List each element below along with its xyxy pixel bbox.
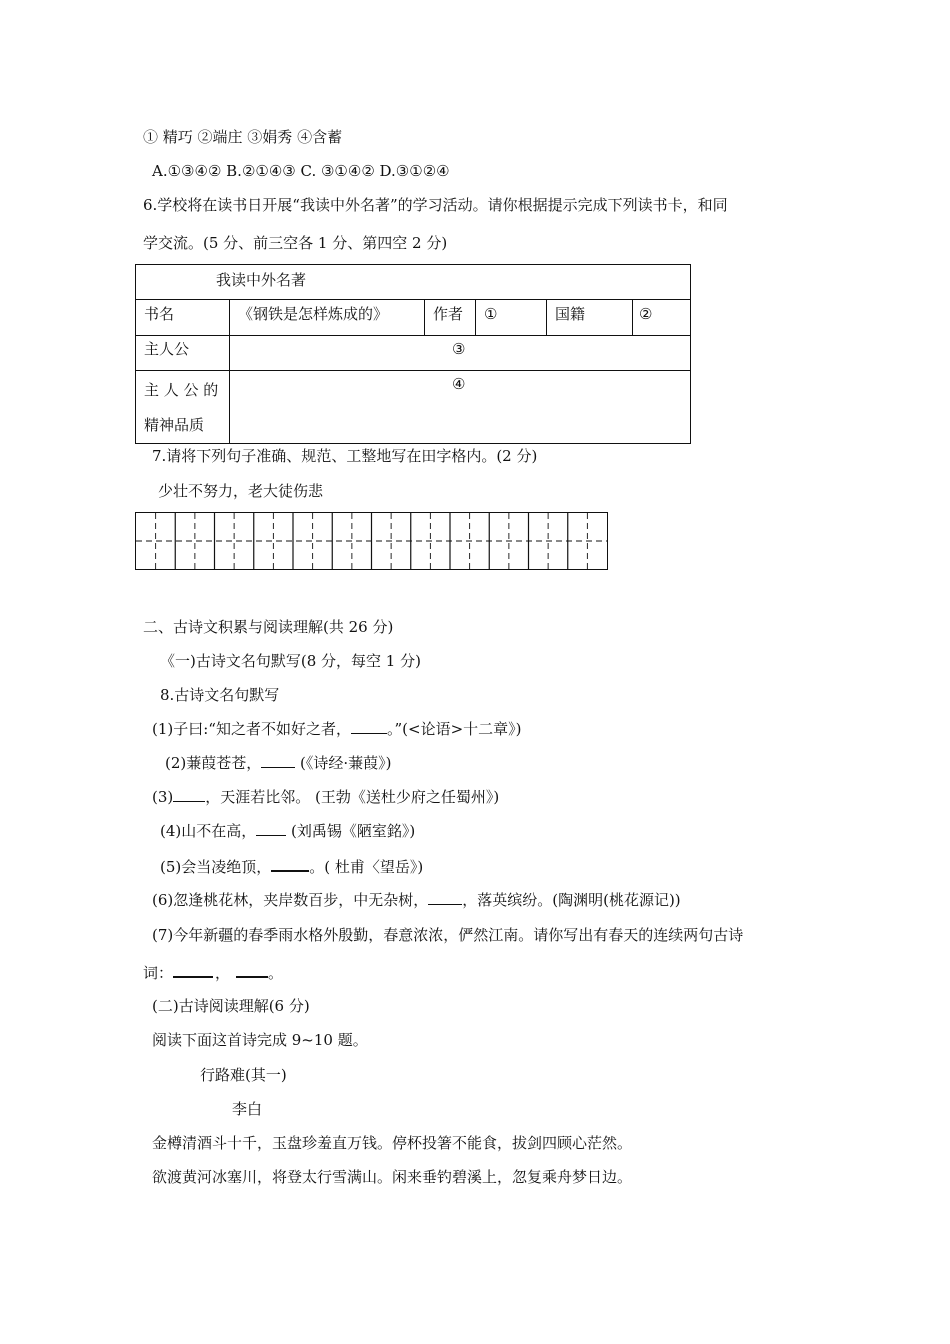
q8-item-7-line1: (7)今年新疆的春季雨水格外殷勤，春意浓浓，俨然江南。请你写出有春天的连续两句古诗 <box>152 926 744 944</box>
q8-4-blank[interactable] <box>256 821 286 836</box>
q8-2-blank[interactable] <box>261 753 295 768</box>
label-spirit-line1: 主 人 公 的 <box>144 381 219 399</box>
q8-2-text-a: (2)蒹葭苍苍， <box>165 754 262 772</box>
book-title: 《钢铁是怎样炼成的》 <box>230 300 425 336</box>
q8-item-5 <box>160 856 423 877</box>
q8-1-text-b: 。”(<论语>十二章》) <box>386 720 522 738</box>
poem-line-1: 金樽清酒斗十千，玉盘珍羞直万钱。停杯投箸不能食，拔剑四顾心茫然。 <box>152 1134 633 1152</box>
reading-prompt: 阅读下面这首诗完成 9~10 题。 <box>152 1031 368 1049</box>
poem-author: 李白 <box>232 1100 263 1118</box>
q8-title: 8.古诗文名句默写 <box>160 686 280 704</box>
q8-5-text-a: (5)会当凌绝顶， <box>160 858 272 876</box>
q8-2-text-b: (《诗经·蒹葭》) <box>295 754 392 772</box>
label-spirit <box>136 371 230 444</box>
q8-item-2 <box>165 753 392 773</box>
author-blank[interactable]: ① <box>476 300 547 336</box>
q7-sentence: 少壮不努力，老大徒伤悲 <box>158 482 324 500</box>
q6-prompt-line1: 6.学校将在读书日开展“我读中外名著”的学习活动。请你根据提示完成下列读书卡，和同 <box>143 196 728 214</box>
q7-prompt: 7.请将下列句子准确、规范、工整地写在田字格内。(2 分) <box>152 447 538 465</box>
label-nationality: 国籍 <box>547 300 633 336</box>
spirit-blank[interactable]: ④ <box>230 371 691 444</box>
q8-1-blank[interactable] <box>351 719 387 734</box>
tianzige-grid-lines <box>136 513 607 569</box>
q8-5-blank[interactable] <box>271 856 309 872</box>
card-title: 我读中外名著 <box>136 265 691 300</box>
q8-6-blank[interactable] <box>428 890 462 905</box>
q8-item-3 <box>152 787 499 807</box>
part2-heading: (二)古诗阅读理解(6 分) <box>152 997 310 1015</box>
q8-7-blank-1[interactable] <box>173 962 213 978</box>
q8-4-text-b: (刘禹锡《陋室銘》) <box>286 822 416 840</box>
q8-item-4 <box>160 821 415 841</box>
q8-item-7-line2 <box>143 962 283 983</box>
q5-options: ① 精巧 ②端庄 ③娟秀 ④含蓄 <box>143 128 343 146</box>
label-author: 作者 <box>425 300 476 336</box>
q8-3-text-a: (3) <box>152 788 174 806</box>
q5-choices: A.①③④② B.②①④③ C. ③①④② D.③①②④ <box>152 162 450 180</box>
reading-card <box>135 264 691 444</box>
label-spirit-line2: 精神品质 <box>144 416 205 434</box>
q8-1-text-a: (1)子曰:“知之者不如好之者， <box>152 720 351 738</box>
poem-title: 行路难(其一) <box>200 1066 287 1084</box>
part1-heading: 《一)古诗文名句默写(8 分，每空 1 分) <box>160 652 421 670</box>
q8-item-1 <box>152 719 522 739</box>
q8-4-text-a: (4)山不在高， <box>160 822 257 840</box>
tianzige-grid[interactable] <box>135 512 608 570</box>
nationality-blank[interactable]: ② <box>633 300 691 336</box>
q8-item-6 <box>152 890 681 910</box>
protagonist-blank[interactable]: ③ <box>230 336 691 371</box>
q8-3-blank[interactable] <box>173 787 205 802</box>
q8-6-text-a: (6)忽逢桃花林，夹岸数百步，中无杂树， <box>152 891 429 909</box>
poem-line-2: 欲渡黄河冰塞川，将登太行雪满山。闲来垂钓碧溪上，忽复乘舟梦日边。 <box>152 1168 633 1186</box>
q8-6-text-b: ，落英缤纷。(陶渊明(桃花源记)) <box>462 891 681 909</box>
q8-7-text-mid: ， <box>215 964 231 982</box>
q8-7-text-end: 。 <box>268 964 284 982</box>
q8-7-text-pre: 词： <box>143 964 174 982</box>
section2-heading: 二、古诗文积累与阅读理解(共 26 分) <box>143 618 394 636</box>
q8-3-text-b: ，天涯若比邻。 (王勃《送杜少府之任蜀州》) <box>205 788 500 806</box>
label-book: 书名 <box>136 300 230 336</box>
label-protagonist: 主人公 <box>136 336 230 371</box>
q8-7-blank-2[interactable] <box>236 962 268 978</box>
q8-5-text-b: 。( 杜甫〈望岳》) <box>309 858 424 876</box>
q6-prompt-line2: 学交流。(5 分、前三空各 1 分、第四空 2 分) <box>143 234 448 252</box>
